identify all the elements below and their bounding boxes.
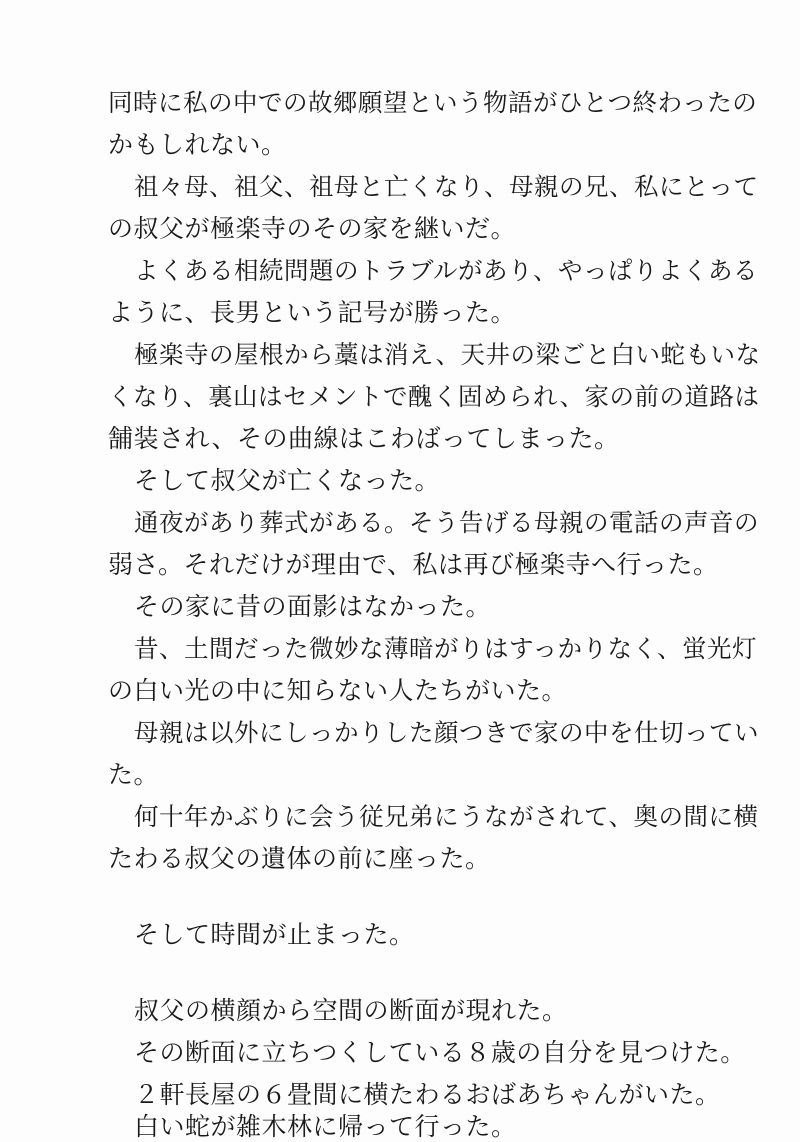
- text-line: 極楽寺の屋根から藁は消え、天井の梁ごと白い蛇もいな: [134, 340, 761, 369]
- text-line: そして時間が止まった。: [134, 920, 415, 949]
- text-line: 同時に私の中での故郷願望という物語がひとつ終わったの: [108, 88, 758, 117]
- text-line: よくある相続問題のトラブルがあり、やっぱりよくある: [134, 256, 759, 285]
- text-line: 祖々母、祖父、祖母と亡くなり、母親の兄、私にとって: [134, 172, 759, 201]
- text-line: その家に昔の面影はなかった。: [134, 592, 492, 621]
- text-line: 白い蛇が雑木林に帰って行った。: [134, 1112, 517, 1141]
- text-line: 何十年かぶりに会う従兄弟にうながされて、奥の間に横: [134, 802, 759, 831]
- text-line: くなり、裏山はセメントで醜く固められ、家の前の道路は: [108, 382, 760, 411]
- text-line: ２軒長屋の６畳間に横たわるおばあちゃんがいた。: [134, 1080, 721, 1109]
- text-line: 母親は以外にしっかりした顔つきで家の中を仕切ってい: [134, 718, 759, 747]
- text-line: の白い光の中に知らない人たちがいた。: [108, 676, 568, 705]
- text-line: そして叔父が亡くなった。: [134, 466, 441, 495]
- text-line: かもしれない。: [108, 130, 287, 159]
- text-line: 舗装され、その曲線はこわばってしまった。: [108, 424, 620, 453]
- text-line: 通夜があり葬式がある。そう告げる母親の電話の声音の: [134, 508, 759, 537]
- text-line: 弱さ。それだけが理由で、私は再び極楽寺へ行った。: [108, 550, 719, 579]
- text-line: 昔、土間だった微妙な薄暗がりはすっかりなく、蛍光灯: [134, 634, 758, 663]
- text-line: たわる叔父の遺体の前に座った。: [108, 844, 491, 873]
- text-line: 叔父の横顔から空間の断面が現れた。: [134, 996, 568, 1025]
- text-line: た。: [108, 760, 160, 789]
- text-line: の叔父が極楽寺のその家を継いだ。: [108, 214, 517, 243]
- text-line: その断面に立ちつくしている８歳の自分を見つけた。: [134, 1038, 746, 1067]
- text-line: ように、長男という記号が勝った。: [108, 298, 517, 327]
